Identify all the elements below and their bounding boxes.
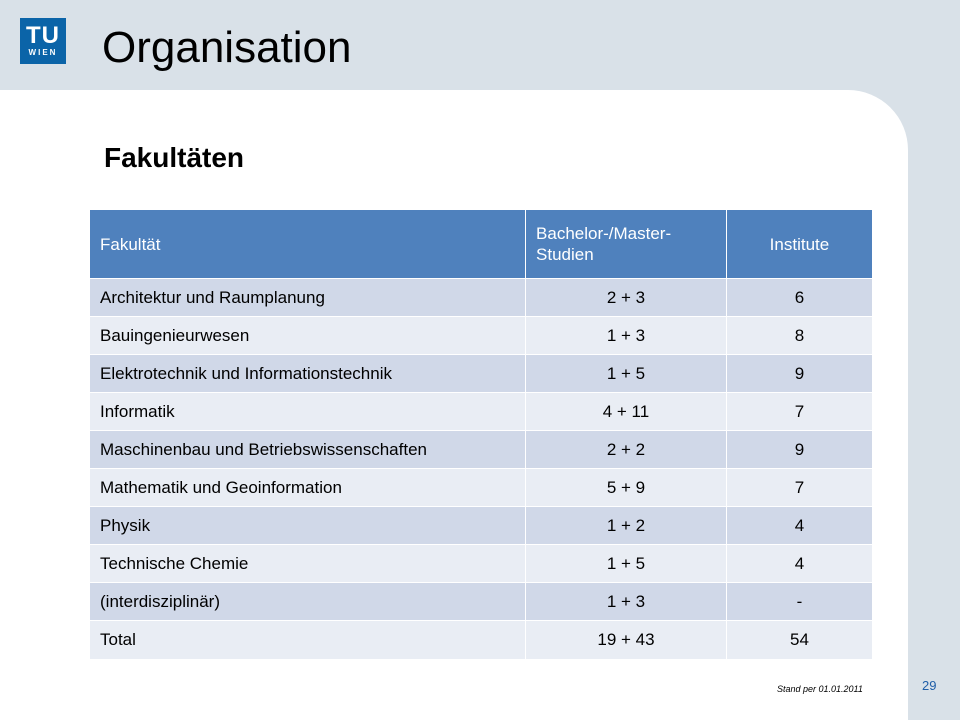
header-institutes: Institute bbox=[726, 210, 872, 279]
table-row bbox=[90, 469, 873, 507]
cell-faculty: Mathematik und Geoinformation bbox=[90, 469, 526, 507]
cell-institutes: 4 bbox=[726, 545, 872, 583]
cell-studies: 19 + 43 bbox=[526, 621, 727, 659]
page-number: 29 bbox=[922, 678, 937, 693]
cell-faculty: Bauingenieurwesen bbox=[90, 317, 526, 355]
cell-studies: 2 + 2 bbox=[526, 431, 727, 469]
cell-faculty: Technische Chemie bbox=[90, 545, 526, 583]
cell-institutes: 9 bbox=[726, 355, 872, 393]
cell-studies: 1 + 3 bbox=[526, 317, 727, 355]
table-row bbox=[90, 583, 873, 621]
faculty-table bbox=[90, 210, 873, 659]
table-row bbox=[90, 393, 873, 431]
cell-faculty: Elektrotechnik und Informationstechnik bbox=[90, 355, 526, 393]
cell-faculty: Physik bbox=[90, 507, 526, 545]
table-body bbox=[90, 279, 873, 659]
cell-faculty: Maschinenbau und Betriebswissenschaften bbox=[90, 431, 526, 469]
section-subtitle: Fakultäten bbox=[104, 142, 245, 173]
table-row bbox=[90, 355, 873, 393]
page-title: Organisation bbox=[102, 23, 352, 72]
cell-institutes: 7 bbox=[726, 469, 872, 507]
cell-institutes: 54 bbox=[726, 621, 872, 659]
cell-institutes: 7 bbox=[726, 393, 872, 431]
table-row bbox=[90, 507, 873, 545]
table-row bbox=[90, 621, 873, 659]
cell-institutes: 8 bbox=[726, 317, 872, 355]
cell-studies: 1 + 2 bbox=[526, 507, 727, 545]
cell-faculty: Total bbox=[90, 621, 526, 659]
table-header-row bbox=[90, 210, 873, 279]
cell-institutes: 4 bbox=[726, 507, 872, 545]
cell-studies: 1 + 5 bbox=[526, 545, 727, 583]
cell-institutes: 9 bbox=[726, 431, 872, 469]
cell-faculty: Architektur und Raumplanung bbox=[90, 279, 526, 317]
header-studies: Bachelor-/Master-Studien bbox=[526, 210, 727, 279]
header-faculty: Fakultät bbox=[90, 210, 526, 279]
cell-studies: 2 + 3 bbox=[526, 279, 727, 317]
cell-studies: 5 + 9 bbox=[526, 469, 727, 507]
table-row bbox=[90, 279, 873, 317]
cell-faculty: Informatik bbox=[90, 393, 526, 431]
table-row bbox=[90, 431, 873, 469]
table-row bbox=[90, 545, 873, 583]
cell-institutes: 6 bbox=[726, 279, 872, 317]
table-row bbox=[90, 317, 873, 355]
logo-text-tu: TU bbox=[26, 21, 60, 49]
cell-studies: 1 + 5 bbox=[526, 355, 727, 393]
cell-studies: 4 + 11 bbox=[526, 393, 727, 431]
cell-institutes: - bbox=[726, 583, 872, 621]
logo-text-wien: WIEN bbox=[28, 47, 58, 57]
cell-studies: 1 + 3 bbox=[526, 583, 727, 621]
cell-faculty: (interdisziplinär) bbox=[90, 583, 526, 621]
stand-date-note: Stand per 01.01.2011 bbox=[777, 684, 863, 694]
tu-wien-logo bbox=[20, 18, 66, 64]
